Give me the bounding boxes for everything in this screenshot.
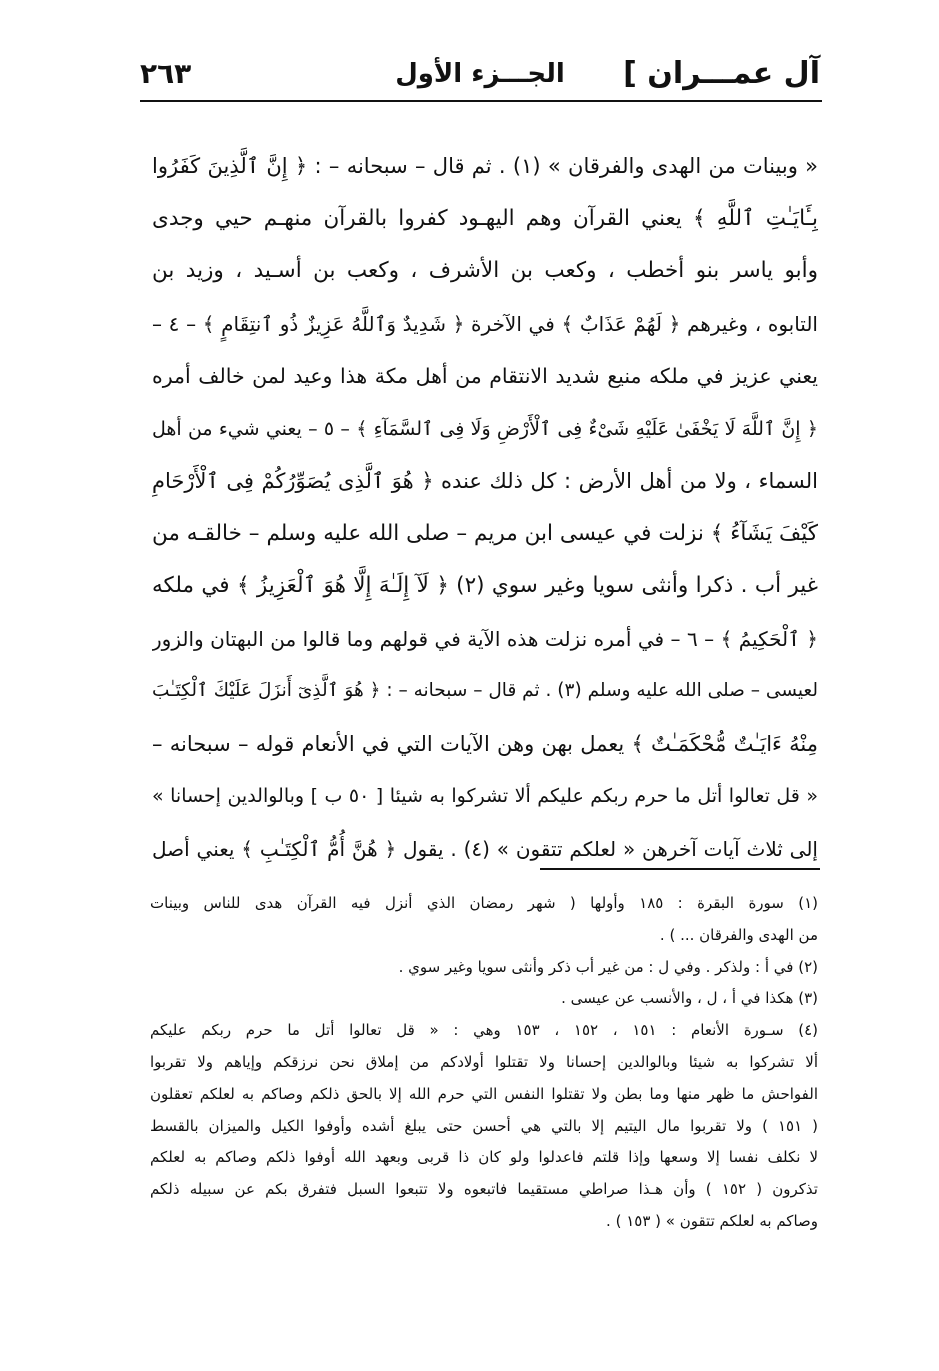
footnote-rule bbox=[540, 868, 820, 870]
main-text bbox=[152, 140, 818, 875]
footnote-line: من الهدى والفرقان ... ) . bbox=[659, 925, 818, 944]
text-line: التابوه ، وغيرهم ﴿ لَهُمْ عَذَابٌ ﴾ في الآخرة ﴿ شَدِيدٌ وَٱللَّهُ عَزِيزٌ ذُو ٱنتِقَامٍ ﴾ – ٤ – bbox=[152, 311, 818, 336]
text-line: كَيْفَ يَشَآءُ ﴾ نزلت في عيسى ابن مريم – صلى الله عليه وسلم – خالقـه من bbox=[152, 520, 818, 546]
text-line: ﴿ ٱلْحَكِيمُ ﴾ – ٦ – في أمره نزلت هذه الآية في قولهم وما قالوا من البهتان والزور bbox=[152, 626, 818, 651]
text-line: إلى ثلاث آيات آخرهن « لعلكم تتقون » (٤) . يقول ﴿ هُنَّ أُمُّ ٱلْكِتَـٰبِ ﴾ يعني أصل bbox=[152, 836, 818, 861]
running-head-surah: آل عمـــران ] bbox=[623, 56, 820, 91]
header-rule bbox=[140, 100, 822, 102]
text-line: لعيسى – صلى الله عليه وسلم (٣) . ثم قال – سبحانه – : ﴿ هُوَ ٱلَّذِىٓ أَنزَلَ عَلَيْكَ ٱلْكِتَـٰبَ bbox=[152, 680, 818, 701]
footnote-line: ألا تشركوا به شيئا وبالوالدين إحسانا ولا تقتلوا أولادكم من إملاق نحن نرزقكم وإياهم ولا تقربوا bbox=[150, 1052, 818, 1071]
footnote-line: (١) سورة البقرة : ١٨٥ وأولها ( شهر رمضان الذي أنزل فيه القرآن هدى للناس وبينات bbox=[150, 894, 818, 912]
text-line: يعني عزيز في ملكه منيع شديد الانتقام من أهل مكة هذا وعيد لمن خالف أمره bbox=[152, 364, 818, 388]
text-line: بِـَٔايَـٰتِ ٱللَّهِ ﴾ يعني القرآن وهم اليهـود كفروا بالقرآن منهـم حيي وجدى bbox=[152, 205, 818, 231]
footnote-line: ( ١٥١ ) ولا تقربوا مال اليتيم إلا بالتي هي أحسن حتى يبلغ أشده وأوفوا الكيل والميزان بالقسط bbox=[150, 1116, 818, 1135]
footnote-line: (٢) في أ : ولذكر . وفي ل : من غير أب ذكر وأنثى سويا وغير سوي . bbox=[398, 957, 818, 976]
footnote-line: (٣) هكذا في أ ، ل ، والأنسب عن عيسى . bbox=[561, 989, 818, 1008]
footnotes bbox=[150, 888, 818, 1238]
page-header bbox=[140, 52, 820, 98]
footnote-line: لا نكلف نفسا إلا وسعها وإذا قلتم فاعدلوا ولو كان ذا قربى وبعهد الله أوفوا ذلكم وصاكم به لعلكم bbox=[150, 1148, 818, 1167]
footnote-line: الفواحش ما ظهر منها وما بطن ولا تقتلوا النفس التي حرم الله إلا بالحق ذلكم وصاكم به لعلكم تعقلون bbox=[150, 1084, 818, 1103]
page-number: ٢٦٣ bbox=[140, 57, 192, 90]
text-line: « وبينات من الهدى والفرقان » (١) . ثم قال – سبحانه – : ﴿ إِنَّ ٱلَّذِينَ كَفَرُوا bbox=[152, 154, 818, 178]
footnote-line: تذكرون ( ١٥٢ ) وأن هـذا صراطي مستقيما فاتبعوه ولا تتبعوا السبل فتفرق بكم عن سبيله ذلكم bbox=[150, 1180, 818, 1199]
text-line: وأبو ياسر بنو أخطب ، وكعب بن الأشرف ، وكعب بن أسـيد ، وزيد بن bbox=[152, 258, 818, 283]
running-head-part: الجـــزء الأول bbox=[395, 59, 565, 89]
footnote-line: وصاكم به لعلكم تتقون » ( ١٥٣ ) . bbox=[606, 1211, 818, 1230]
text-line: السماء ، ولا من أهل الأرض : كل ذلك عنده ﴿ هُوَ ٱلَّذِى يُصَوِّرُكُمْ فِى ٱلْأَرْحَامِ bbox=[152, 469, 818, 493]
text-line: ﴿ إِنَّ ٱللَّهَ لَا يَخْفَىٰ عَلَيْهِ شَىْءٌ فِى ٱلْأَرْضِ وَلَا فِى ٱلسَّمَآءِ ﴾ – ٥ – يعني شيء من أهل bbox=[152, 417, 818, 440]
text-line: مِنْهُ ءَايَـٰتٌ مُّحْكَمَـٰتٌ ﴾ يعمل بهن وهن الآيات التي في الأنعام قوله – سبحانه – bbox=[152, 731, 818, 756]
text-line: غير أب . ذكرا وأنثى سويا وغير سوي (٢) ﴿ لَآ إِلَـٰهَ إِلَّا هُوَ ٱلْعَزِيزُ ﴾ في ملكه bbox=[152, 573, 818, 598]
text-line: « قل تعالوا أتل ما حرم ربكم عليكم ألا تشركوا به شيئا [ ٥٠ ب ] وبالوالدين إحسانا » bbox=[152, 785, 818, 807]
footnote-line: (٤) سـورة الأنعام : ١٥١ ، ١٥٢ ، ١٥٣ وهي : « قل تعالوا أتل ما حرم ربكم عليكم bbox=[150, 1021, 818, 1040]
